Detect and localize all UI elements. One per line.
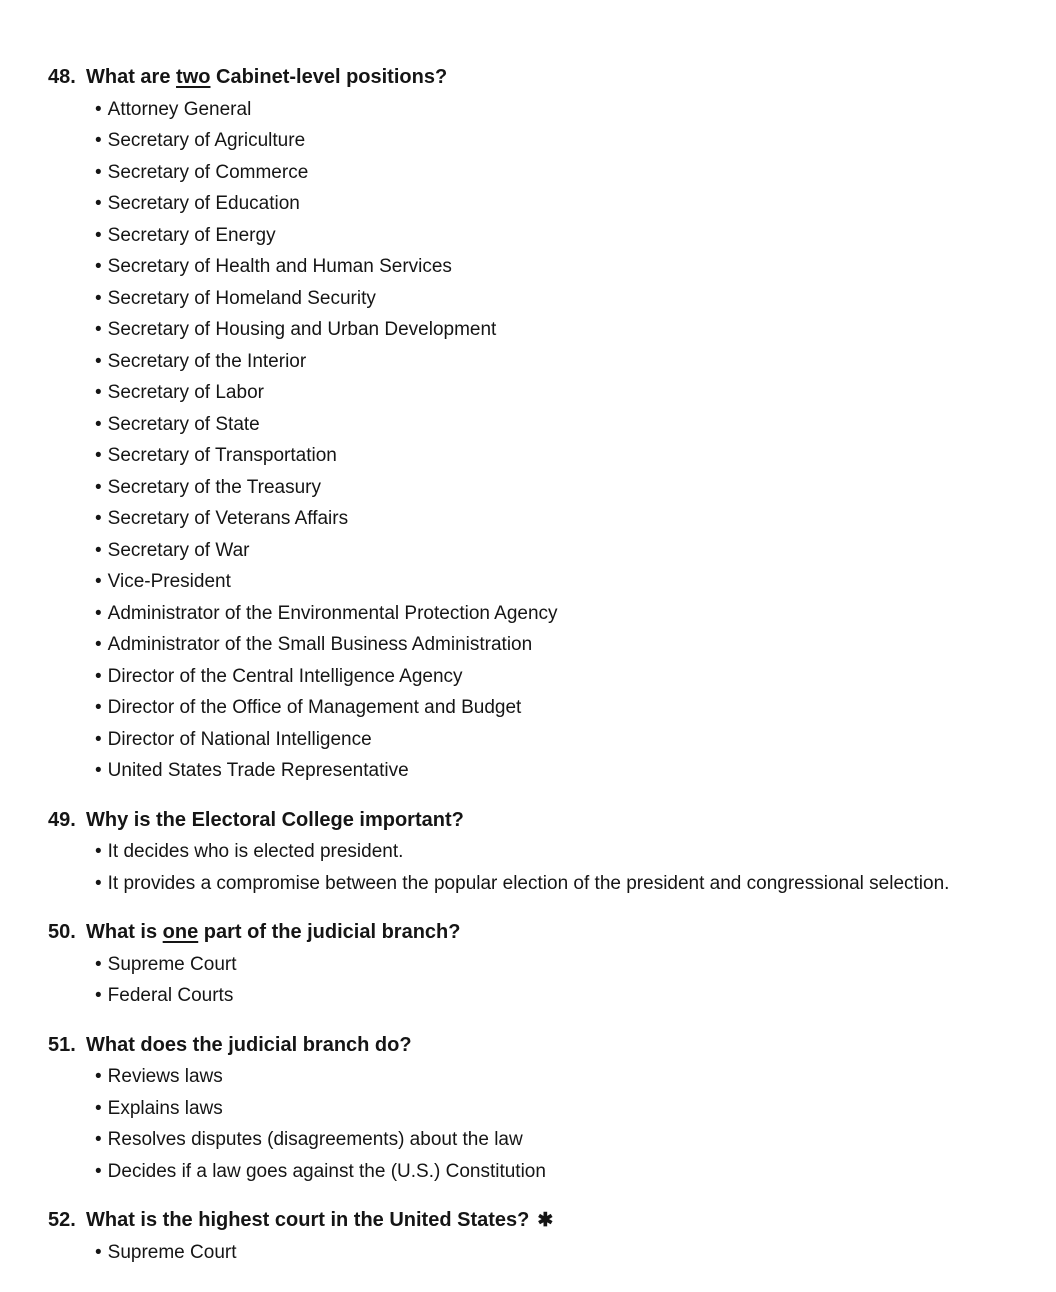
answer-item [95,251,1016,283]
answer-text: Secretary of Homeland Security [107,287,376,309]
answer-text: Supreme Court [107,1241,237,1263]
bullet-icon: • [95,1066,102,1087]
answer-text: Secretary of Veterans Affairs [107,508,349,529]
answer-item [95,1093,1016,1125]
bullet-icon: • [95,697,102,718]
answer-item [95,980,1016,1012]
answer-text: Vice-President [107,571,231,592]
answer-text: Federal Courts [107,985,234,1006]
question-text [86,1205,553,1237]
answer-item [95,1237,1016,1269]
bullet-icon: • [95,413,102,435]
answer-list [48,949,1016,1012]
answer-text: Secretary of State [107,413,260,435]
question-keyword-underlined: two [176,66,211,88]
bullet-icon: • [95,1241,102,1263]
answer-text: Secretary of Transportation [107,445,337,466]
answer-item [95,566,1016,598]
answer-item [95,836,1016,868]
answer-item [95,377,1016,409]
answer-item [95,94,1016,126]
question-text-part: What is [86,921,163,943]
bullet-icon: • [95,665,102,687]
answer-text: Secretary of Labor [107,382,264,403]
bullet-icon: • [95,224,102,246]
answer-text: Resolves disputes (disagreements) about the law [107,1129,523,1150]
answer-text: It provides a compromise between the popular election of the president and congressional selection. [107,872,950,894]
question-number: 49. [48,808,76,831]
question-number: 50. [48,921,76,943]
answer-text: Secretary of Energy [107,224,276,246]
question-text-part: What is the highest court in the United States? [86,1209,530,1231]
bullet-icon: • [95,953,102,975]
answer-item [95,1156,1016,1188]
answer-list [48,94,1016,787]
bullet-icon: • [95,985,102,1006]
bullet-icon: • [95,1129,102,1150]
answer-item [95,440,1016,472]
answer-item [95,1124,1016,1156]
bullet-icon: • [95,382,102,403]
answer-text: Secretary of Commerce [107,161,309,183]
answer-text: Secretary of Housing and Urban Development [107,319,497,340]
question-number: 51. [48,1033,76,1056]
question-text [86,805,464,837]
bullet-icon: • [95,193,102,214]
question-text [86,62,447,94]
answer-text: Secretary of the Interior [107,350,307,372]
answer-item [95,125,1016,157]
bullet-icon: • [95,130,102,151]
bullet-icon: • [95,319,102,340]
question-text-part: Why is the Electoral College important? [86,808,464,831]
answer-item [95,629,1016,661]
answer-text: It decides who is elected president. [107,841,404,862]
answer-text: Explains laws [107,1097,223,1119]
answer-item [95,220,1016,252]
question-block [48,62,1016,787]
answer-item [95,661,1016,693]
answer-item [95,346,1016,378]
question-text [86,917,460,949]
bullet-icon: • [95,476,102,498]
answer-text: Attorney General [107,98,252,120]
question-row [48,1030,1016,1062]
bullet-icon: • [95,728,102,750]
bullet-icon: • [95,256,102,277]
answer-item [95,314,1016,346]
bullet-icon: • [95,1160,102,1182]
question-row [48,62,1016,94]
bullet-icon: • [95,350,102,372]
question-row [48,805,1016,837]
question-text-part: What does the judicial branch do? [86,1033,412,1056]
answer-text: Director of National Intelligence [107,728,372,750]
bullet-icon: • [95,1097,102,1119]
answer-text: Director of the Office of Management and Budget [107,697,522,718]
answer-list [48,1237,1016,1269]
bullet-icon: • [95,841,102,862]
answer-text: United States Trade Representative [107,760,409,781]
question-text-part: Cabinet-level positions? [210,66,448,88]
bullet-icon: • [95,161,102,183]
question-text [86,1030,412,1062]
answer-text: Secretary of Agriculture [107,130,306,151]
bullet-icon: • [95,602,102,624]
question-block [48,805,1016,900]
answer-item [95,1061,1016,1093]
answer-text: Secretary of War [107,539,250,561]
answer-item [95,157,1016,189]
bullet-icon: • [95,98,102,120]
answer-item [95,283,1016,315]
answer-list [48,836,1016,899]
answer-item [95,472,1016,504]
answer-list [48,1061,1016,1187]
bullet-icon: • [95,872,102,894]
answer-item [95,409,1016,441]
answer-text: Supreme Court [107,953,237,975]
answer-text: Administrator of the Environmental Protection Agency [107,602,558,624]
question-block [48,1030,1016,1188]
answer-item [95,692,1016,724]
question-keyword-underlined: one [162,921,199,943]
answer-text: Secretary of the Treasury [107,476,321,498]
answer-text: Reviews laws [107,1066,223,1087]
question-number: 52. [48,1209,76,1231]
answer-item [95,724,1016,756]
answer-item [95,949,1016,981]
question-row [48,1205,1016,1237]
question-number: 48. [48,66,76,88]
answer-item [95,598,1016,630]
question-text-part: part of the judicial branch? [198,921,461,943]
answer-text: Decides if a law goes against the (U.S.) Constitution [107,1160,546,1182]
bullet-icon: • [95,445,102,466]
bullet-icon: • [95,508,102,529]
question-block [48,917,1016,1012]
bullet-icon: • [95,634,102,655]
answer-item [95,535,1016,567]
bullet-icon: • [95,571,102,592]
question-block [48,1205,1016,1268]
answer-item [95,188,1016,220]
question-row [48,917,1016,949]
answer-text: Director of the Central Intelligence Agency [107,665,463,687]
answer-item [95,755,1016,787]
asterisk-icon: ✱ [537,1210,554,1231]
bullet-icon: • [95,539,102,561]
answer-text: Administrator of the Small Business Administration [107,634,533,655]
bullet-icon: • [95,760,102,781]
answer-item [95,868,1016,900]
answer-text: Secretary of Education [107,193,300,214]
question-text-part: What are [86,66,177,88]
answer-item [95,503,1016,535]
bullet-icon: • [95,287,102,309]
answer-text: Secretary of Health and Human Services [107,256,452,277]
